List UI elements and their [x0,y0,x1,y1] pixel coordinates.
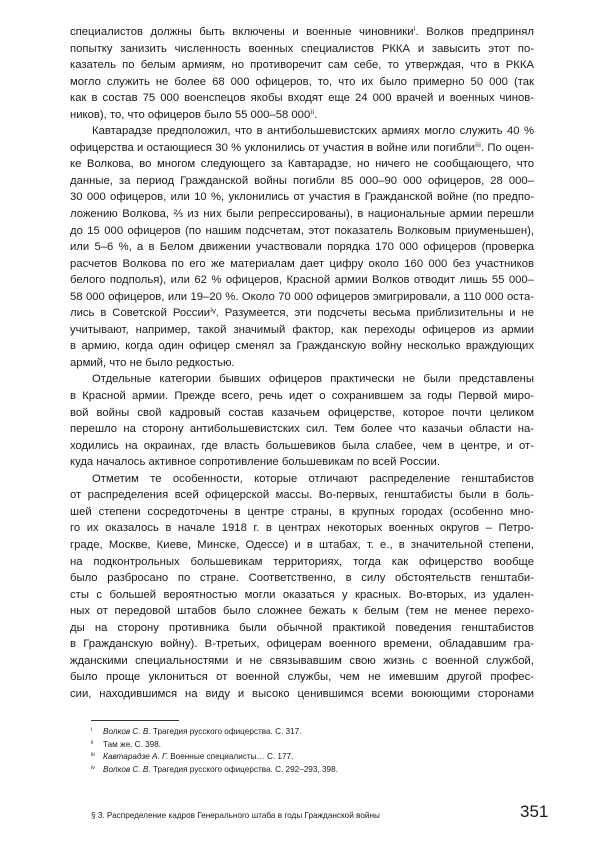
text-line: в армию, когда один офицер сменял за Гражданскую войну несколько враждующих [70,340,534,353]
text-line: ке Волкова, во многом следующего за Кавтарадзе, но ничего не сообщающего, что [70,158,534,171]
text-line: сты с большей вероятностью могли оказаться у красных. Во-вторых, из удален- [70,588,534,601]
footnote-text: Там же. С. 398. [103,739,162,749]
text-line: Отдельные категории бывших офицеров практически не были представлены [92,373,534,386]
footnote [91,739,541,752]
footnote-text: Трагедия русского офицерства. С. 292–293, 398. [150,764,338,774]
text-line: было разбросано по стране. Соответственно, в силу обстоятельств генштаби- [70,572,534,585]
footnote-mark: iv [91,764,95,771]
text-line: куда началось активное сопротивление большевикам по всей России. [70,456,441,469]
footnote [91,764,541,777]
footnote-mark: ii [91,739,94,746]
text-line: было проще уклониться от военной службы, чем не имевшим другой профес- [70,671,534,684]
footnote-mark: iii [91,752,95,759]
text-line: армий, что не было редкостью. [70,356,235,369]
text-line: или 5–6 %, а в Белом движении участвовали порядка 170 000 офицеров (проверка [70,241,534,254]
text-line: ных от передовой штабов было сложнее бежать к белым (тем не менее перехо- [70,605,534,618]
text-line: учитывают, например, такой значимый фактор, как переходы офицеров из армии [70,323,534,336]
text-line: в Красной армии. Прежде всего, речь идет о сохранившем за годы Первой миро- [70,390,534,403]
text-line: специалистов должны быть включены и военные чиновникиⁱ. Волков предпринял [70,26,534,38]
main-text [70,24,534,702]
running-footer: § 3. Распределение кадров Генерального штаба в годы Гражданской войны [91,811,380,820]
text-line: вой войны свой кадровый состав казачьем офицерстве, которое почти целиком [70,406,534,419]
footnote-text: Военные специалисты… С. 177. [167,752,294,762]
footnote-separator [91,720,179,721]
text-line: расчетов Волкова по его же материалам дает цифру около 160 000 без участников [70,257,534,270]
text-line: граде, Москве, Киеве, Минске, Одессе) и в штабах, т. е., в значительной степени, [70,538,534,551]
text-line: 30 000 офицеров, или 10 %, уклонились от участия в Гражданской войне (по предпо- [70,191,534,204]
text-line: перешло на сторону антибольшевистских сил. Тем более что казачьи области на- [70,423,534,436]
text-line: жданскими специальностями и не связывавшим свою жизнь с военной службой, [70,654,534,667]
text-line: могло служить не более 68 000 офицеров, то, что их было примерно 50 000 (так [70,75,534,88]
text-line: на подконтрольных большевикам территориях, тогда как офицерство вообще [70,555,534,568]
text-line: ложению Волкова, ⅔ из них были репрессированы), в национальные армии перешли [70,208,534,221]
footnotes [91,726,541,776]
text-line: данные, за период Гражданской войны погибли 85 000–90 000 офицеров, 28 000– [70,174,534,187]
text-line: до 15 000 офицеров (по нашим подсчетам, этот показатель Волковым приуменьшен), [70,224,534,237]
text-line: лись в Советской Россииⁱᵛ. Разумеется, эти подсчеты весьма приблизительны и не [70,307,534,320]
text-line: ходились на окраинах, где власть большевиков была слабее, чем в центре, и от- [70,439,534,452]
text-line: офицерства и остающиеся 30 % уклонились от участия в войне или погиблиⁱⁱⁱ. По оцен- [70,141,534,154]
text-line: ды на сторону противника были обычной практикой поведения генштабистов [70,621,534,634]
footnote-author: Кавтарадзе А. Г. [103,752,168,762]
text-line: в Гражданскую войну). В-третьих, офицерам военного времени, обладавшим гра- [70,638,534,651]
text-line: от распределения всей офицерской массы. Во-первых, генштабисты были в боль- [70,489,534,502]
text-line: казатель по белым армиям, но противоречит сам себе, то утверждая, что в РККА [70,59,534,72]
text-line: 58 000 офицеров, или 19–20 %. Около 70 000 офицеров эмигрировали, а 110 000 оста- [70,290,534,303]
text-line: белого подполья), или 62 % офицеров, Красной армии Волков отводит лишь 55 000– [70,274,534,287]
text-line: го их оказалось в начале 1918 г. в центрах некоторых военных округов – Петро- [70,522,534,535]
footnote [91,726,541,739]
footnote-mark: i [91,727,93,733]
footnote-author: Волков С. В. [103,727,151,736]
footnote-author: Волков С. В. [103,764,151,774]
text-line: сии, находившимся на виду и высоко ценившимся всеми воюющими сторонами [70,687,534,700]
text-line: Кавтарадзе предположил, что в антибольшевистских армиях могло служить 40 % [92,125,534,138]
text-line: шей степени сосредоточены в центре страны, в крупных городах (особенно мно- [70,505,534,518]
page-number: 351 [520,802,549,821]
text-line: как в состав 75 000 военспецов якобы входят еще 24 000 врачей и военных чинов- [70,92,534,105]
footnote [91,751,541,764]
footnote-text: Трагедия русского офицерства. С. 317. [150,727,302,736]
text-line: ников), то, что офицеров было 55 000–58 000ⁱⁱ. [70,108,318,121]
text-line: попытку занизить численность военных специалистов РККА и завысить этот по- [70,42,534,55]
text-line: Отметим те особенности, которые отличают распределение генштабистов [92,472,534,485]
